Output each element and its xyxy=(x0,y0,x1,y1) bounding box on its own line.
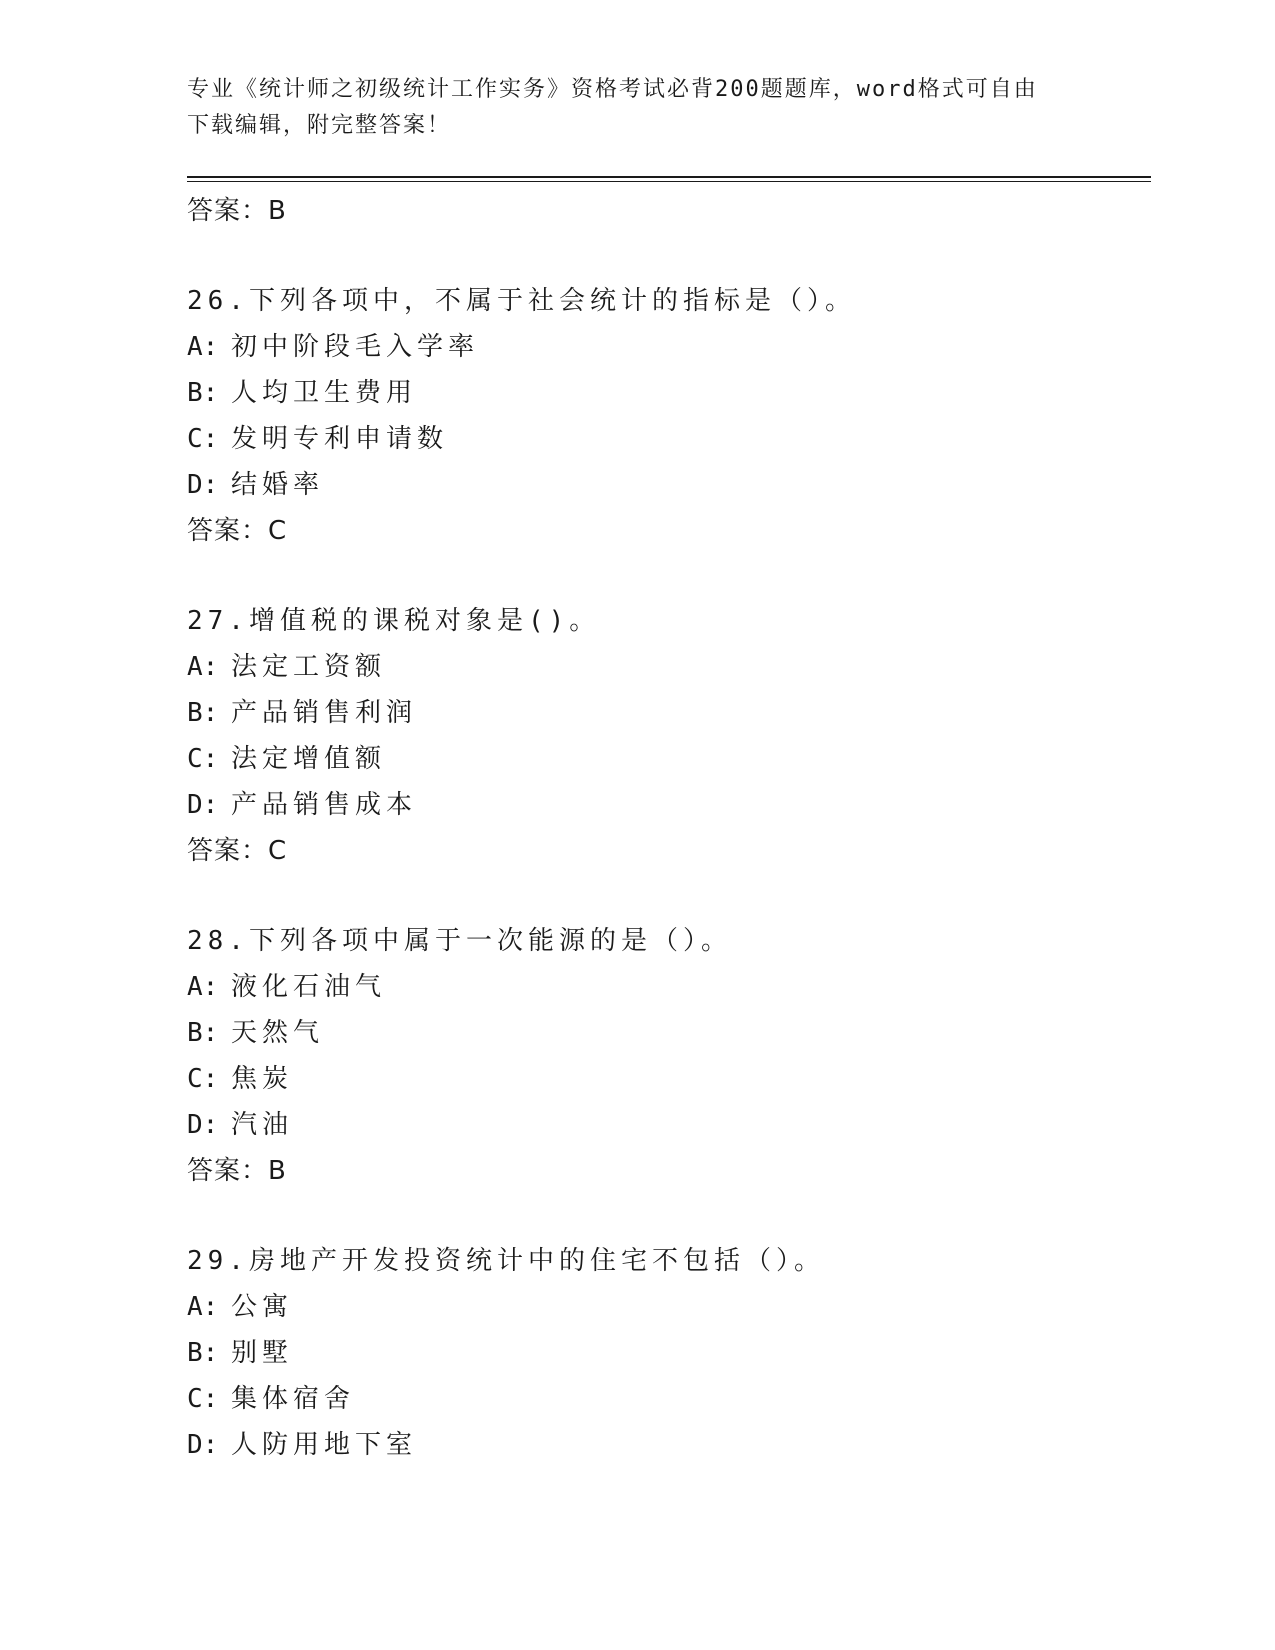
option-a xyxy=(187,644,1147,690)
question-text: 27.增值税的课税对象是()。 xyxy=(187,606,601,636)
option-text: 结婚率 xyxy=(231,470,325,500)
option-key: C: xyxy=(187,1384,219,1414)
option-text: 法定工资额 xyxy=(231,652,387,682)
option-text: 公寓 xyxy=(231,1292,294,1322)
option-c xyxy=(187,1056,1147,1102)
option-b xyxy=(187,370,1147,416)
question-list xyxy=(187,188,1147,1468)
answer-line: 答案：B xyxy=(187,196,287,226)
question-text: 29.房地产开发投资统计中的住宅不包括（）。 xyxy=(187,1246,825,1276)
option-c xyxy=(187,736,1147,782)
option-c xyxy=(187,1376,1147,1422)
option-key: C: xyxy=(187,744,219,774)
option-key: D: xyxy=(187,790,219,820)
option-key: B: xyxy=(187,698,219,728)
option-text: 液化石油气 xyxy=(231,972,387,1002)
option-text: 产品销售成本 xyxy=(231,790,418,820)
header-line-1: 专业《统计师之初级统计工作实务》资格考试必背200题题库，word格式可自由 xyxy=(187,77,1038,102)
option-key: C: xyxy=(187,1064,219,1094)
option-c xyxy=(187,416,1147,462)
option-a xyxy=(187,964,1147,1010)
option-key: D: xyxy=(187,470,219,500)
option-text: 别墅 xyxy=(231,1338,294,1368)
question-29 xyxy=(187,1238,1147,1468)
question-26 xyxy=(187,278,1147,554)
option-text: 人均卫生费用 xyxy=(231,378,418,408)
option-text: 法定增值额 xyxy=(231,744,387,774)
option-text: 初中阶段毛入学率 xyxy=(231,332,480,362)
answer-line: 答案：B xyxy=(187,1156,287,1186)
question-text: 26.下列各项中，不属于社会统计的指标是（）。 xyxy=(187,286,856,316)
question-text: 28.下列各项中属于一次能源的是（）。 xyxy=(187,926,732,956)
option-key: B: xyxy=(187,378,219,408)
header-divider-thick xyxy=(187,176,1151,178)
option-key: A: xyxy=(187,1292,219,1322)
option-text: 天然气 xyxy=(231,1018,325,1048)
answer-line: 答案：C xyxy=(187,836,288,866)
document-header xyxy=(187,72,1087,144)
option-key: C: xyxy=(187,424,219,454)
option-b xyxy=(187,1330,1147,1376)
option-a xyxy=(187,1284,1147,1330)
option-text: 焦炭 xyxy=(231,1064,294,1094)
option-text: 发明专利申请数 xyxy=(231,424,449,454)
option-b xyxy=(187,1010,1147,1056)
option-key: A: xyxy=(187,652,219,682)
answer-line: 答案：C xyxy=(187,516,288,546)
option-key: D: xyxy=(187,1110,219,1140)
option-text: 产品销售利润 xyxy=(231,698,418,728)
question-27 xyxy=(187,598,1147,874)
option-key: A: xyxy=(187,332,219,362)
header-line-2: 下载编辑，附完整答案！ xyxy=(187,113,452,138)
option-d xyxy=(187,1102,1147,1148)
option-key: D: xyxy=(187,1430,219,1460)
option-a xyxy=(187,324,1147,370)
option-d xyxy=(187,462,1147,508)
question-28 xyxy=(187,918,1147,1194)
option-text: 集体宿舍 xyxy=(231,1384,356,1414)
option-d xyxy=(187,1422,1147,1468)
header-divider-thin xyxy=(187,181,1151,182)
option-text: 人防用地下室 xyxy=(231,1430,418,1460)
option-d xyxy=(187,782,1147,828)
option-key: B: xyxy=(187,1338,219,1368)
option-text: 汽油 xyxy=(231,1110,294,1140)
option-b xyxy=(187,690,1147,736)
option-key: B: xyxy=(187,1018,219,1048)
option-key: A: xyxy=(187,972,219,1002)
